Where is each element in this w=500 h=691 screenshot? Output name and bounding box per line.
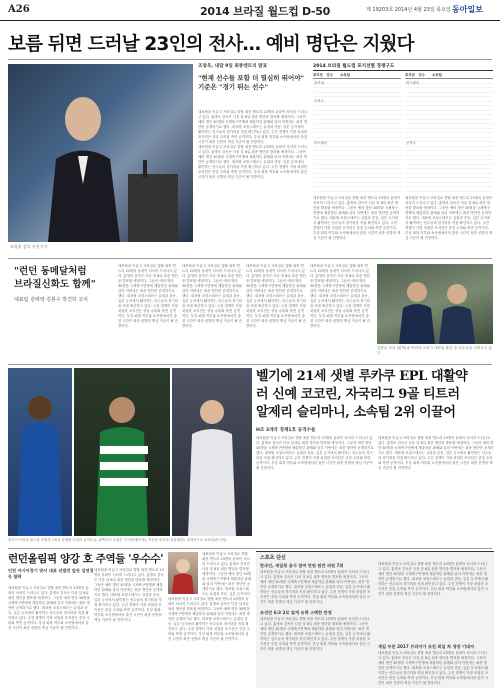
epl-subhead: H조 3개국 경계1호 공격수들 xyxy=(256,428,316,433)
player-lukaku-illustration xyxy=(8,368,72,536)
briefs-title: 스포츠 단신 xyxy=(260,555,286,561)
position-label: 공격수 xyxy=(406,141,416,145)
position-table xyxy=(313,70,493,193)
coach-photo-caption: 조창훈 감독 사진기자 xyxy=(10,244,48,249)
player-photo-lukaku xyxy=(8,368,72,536)
epl-body-1: 대표팀을 이끌고 브라질로 향할 최종 엔트리 23명의 윤곽이 서서히 드러나고 있다. 홍명보 감독은 다음 달 8일 최종 명단을 발표할 예정이다. 그동안 예비 명단 30명을 국제축구연맹에 제출하던 관례와 달리 이번에는 최종 명단만 공개하기로 했다. 대표팀 코칭스태프는 유럽과 중동, 일본 등지에서 활약하는 선수들의 경기력을 직접 확인하고 있다. 주전 경쟁이 가장 치열한 포지션은 중앙 수비와 측면 공격이다. 부상 회복 여부와 소속팀에서의 출전 시간이 최종 선발의 핵심 기준이 될 전망이다. xyxy=(256,436,374,470)
section-rule xyxy=(8,258,492,259)
brief-item-1-body: 대표팀을 이끌고 브라질로 향할 최종 엔트리 23명의 윤곽이 서서히 드러나고 있다. 홍명보 감독은 다음 달 8일 최종 명단을 발표할 예정이다. 그동안 예비 명단 30명을 국제축구연맹에 제출하던 관례와 달리 이번에는 최종 명단만 공개하기로 했다. 대표팀 코칭스태프는 유럽과 중동, 일본 등지에서 활약하는 선수들의 경기력을 직접 확인하고 있다. 주전 경쟁이 가장 치열한 포지션은 중앙 수비와 측면 공격이다. 부상 회복 여부와 소속팀에서의 출전 시간이 최종 선발의 핵심 기준이 될 전망이다. xyxy=(260,570,371,604)
brief-item-1-title: 한국인, 세일링 용사 참여 만원 원반 의원 7위 xyxy=(260,563,344,568)
table-left-rows xyxy=(313,78,401,194)
table-right-rows xyxy=(405,78,493,194)
olympic-body-4: 대표팀을 이끌고 브라질로 향할 최종 엔트리 23명의 윤곽이 서서히 드러나고 있다. 홍명보 감독은 다음 달 8일 최종 명단을 발표할 예정이다. 그동안 예비 명단 30명을 국제축구연맹에 제출하던 관례와 달리 이번에는 최종 명단만 공개하기로 했다. 대표팀 코칭스태프는 유럽과 중동, 일본 등지에서 xyxy=(202,552,252,596)
main-story-subtitle: "현재 선수들 포함 더 열심히 뛰어야" 기준은 "경기 뛰는 선수" xyxy=(198,74,304,91)
brief-item-1-continued: 대표팀을 이끌고 브라질로 향할 최종 엔트리 23명의 윤곽이 서서히 드러나고 있다. 홍명보 감독은 다음 달 8일 최종 명단을 발표할 예정이다. 그동안 예비 명단 30명을 국제축구연맹에 제출하던 관례와 달리 이번에는 최종 명단만 공개하기로 했다. 대표팀 코칭스태프는 유럽과 중동, 일본 등지에서 활약하는 선수들의 경기력을 직접 확인하고 있다. 주전 경쟁이 가장 치열한 포지션은 중앙 수비와 측면 공격이다. 부상 회복 여부와 소속팀에서의 출전 시간이 최종 선발의 핵심 기준이 될 전망이다. xyxy=(378,562,489,596)
side-story-body-2: 대표팀을 이끌고 브라질로 향할 최종 엔트리 23명의 윤곽이 서서히 드러나고 있다. 홍명보 감독은 다음 달 8일 최종 명단을 발표할 예정이다. 그동안 예비 명단 30명을 국제축구연맹에 제출하던 관례와 달리 이번에는 최종 명단만 공개하기로 했다. 대표팀 코칭스태프는 유럽과 중동, 일본 등지에서 활약하는 선수들의 경기력을 직접 확인하고 있다. 주전 경쟁이 가장 치열한 포지션은 중앙 수비와 측면 공격이다. 부상 회복 여부와 소속팀에서의 출전 시간이 최종 선발의 핵심 기준이 될 전망이다. xyxy=(182,264,242,328)
position-label: 수비수 xyxy=(314,99,324,103)
side-story-body-3: 대표팀을 이끌고 브라질로 향할 최종 엔트리 23명의 윤곽이 서서히 드러나고 있다. 홍명보 감독은 다음 달 8일 최종 명단을 발표할 예정이다. 그동안 예비 명단 30명을 국제축구연맹에 제출하던 관례와 달리 이번에는 최종 명단만 공개하기로 했다. 대표팀 코칭스태프는 유럽과 중동, 일본 등지에서 활약하는 선수들의 경기력을 직접 확인하고 있다. 주전 경쟁이 가장 치열한 포지션은 중앙 수비와 측면 공격이다. 부상 회복 여부와 소속팀에서의 출전 시간이 최종 선발의 핵심 기준이 될 전망이다. xyxy=(246,264,306,328)
briefs-box xyxy=(256,551,494,688)
table-title: 2014 브라질 월드컵 포지션별 경쟁구도 xyxy=(313,64,395,69)
olympic-subhead: 인천 아시아경기 맞서 대표 선발전 앞둔 김연경 등 탈락 xyxy=(8,568,94,579)
main-story-body-col2: 대표팀을 이끌고 브라질로 향할 최종 엔트리 23명의 윤곽이 서서히 드러나고 있다. 홍명보 감독은 다음 달 8일 최종 명단을 발표할 예정이다. 그동안 예비 명단 30명을 국제축구연맹에 제출하던 관례와 달리 이번에는 최종 명단만 공개하기로 했다. 대표팀 코칭스태프는 유럽과 중동, 일본 등지에서 활약하는 선수들의 경기력을 직접 확인하고 있다. 주전 경쟁이 가장 치열한 포지션은 중앙 수비와 측면 공격이다. 부상 회복 여부와 소속팀에서의 출전 시간이 최종 선발의 핵심 기준이 될 전망이다. xyxy=(313,196,401,240)
coach-figure-illustration xyxy=(8,64,193,242)
headline-rule xyxy=(8,59,492,60)
epl-headline: 벨기에 21세 샛별 루카쿠 EPL 대활약 러 신예 코코린, 자국리그 9골 티트러 알제리 슬리마니, 소속팀 2위 이끌어 xyxy=(256,369,468,420)
section-title: 2014 브라질 월드컵 D-50 xyxy=(200,5,330,18)
player-photo-kokorin xyxy=(172,368,252,536)
section-rule-3 xyxy=(8,548,492,549)
issue-meta: 제 19203호 2014년 4월 23일 목요일 xyxy=(366,7,451,13)
side-story-body-4: 대표팀을 이끌고 브라질로 향할 최종 엔트리 23명의 윤곽이 서서히 드러나고 있다. 홍명보 감독은 다음 달 8일 최종 명단을 발표할 예정이다. 그동안 예비 명단 30명을 국제축구연맹에 제출하던 관례와 달리 이번에는 최종 명단만 공개하기로 했다. 대표팀 코칭스태프는 유럽과 중동, 일본 등지에서 활약하는 선수들의 경기력을 직접 확인하고 있다. 주전 경쟁이 가장 치열한 포지션은 중앙 수비와 측면 공격이다. 부상 회복 여부와 소속팀에서의 출전 시간이 최종 선발의 핵심 기준이 될 전망이다. xyxy=(310,264,370,328)
epl-photo-caption: 한국이 브라질 월드컵 조별리그에서 상대할 나라의 공격수들. 왼쪽부터 로멜루 루카쿠(벨기에), 이슬람 슬리마니(알제리), 알렉산드르 코코린(러시아). xyxy=(8,538,228,542)
player-kokorin-illustration xyxy=(172,368,252,536)
main-story-body-col3: 대표팀을 이끌고 브라질로 향할 최종 엔트리 23명의 윤곽이 서서히 드러나고 있다. 홍명보 감독은 다음 달 8일 최종 명단을 발표할 예정이다. 그동안 예비 명단 30명을 국제축구연맹에 제출하던 관례와 달리 이번에는 최종 명단만 공개하기로 했다. 대표팀 코칭스태프는 유럽과 중동, 일본 등지에서 활약하는 선수들의 경기력을 직접 확인하고 있다. 주전 경쟁이 가장 치열한 포지션은 중앙 수비와 측면 공격이다. 부상 회복 여부와 소속팀에서의 출전 시간이 최종 선발의 핵심 기준이 될 전망이다. xyxy=(405,196,493,240)
page-number: A26 xyxy=(8,4,30,15)
olympic-headline: 런던올림픽 양강 호 주역들 '우수수' xyxy=(8,553,164,565)
table-right-header: 포지션 선수 소속팀 xyxy=(405,73,442,77)
position-label: 미드필더 xyxy=(406,81,420,85)
brief-item-3-title: 세일 부문 2017 브리어가 조진 최일 차 생장 기대자 xyxy=(378,644,475,649)
position-label: 골키퍼 xyxy=(314,81,324,85)
main-story-byline: 조창욱, 내달 9일 최종엔트리 발표 xyxy=(198,64,268,69)
olympic-body-2: 대표팀을 이끌고 브라질로 향할 최종 엔트리 23명의 윤곽이 서서히 드러나고 있다. 홍명보 감독은 다음 달 8일 최종 명단을 발표할 예정이다. 그동안 예비 명단 30명을 국제축구연맹에 제출하던 관례와 달리 이번에는 최종 명단만 공개하기로 했다. 대표팀 코칭스태프는 유럽과 중동, 일본 등지에서 활약하는 선수들의 경기력을 직접 확인하고 있다. 주전 경쟁이 가장 치열한 포지션은 중앙 수비와 측면 공격이다. 부상 회복 여부와 소속팀에서의 출전 시간이 최종 선발의 핵심 기준이 될 전망이다. xyxy=(94,568,164,622)
olympic-body-1: 대표팀을 이끌고 브라질로 향할 최종 엔트리 23명의 윤곽이 서서히 드러나고 있다. 홍명보 감독은 다음 달 8일 최종 명단을 발표할 예정이다. 그동안 예비 명단 30명을 국제축구연맹에 제출하던 관례와 달리 이번에는 최종 명단만 공개하기로 했다. 대표팀 코칭스태프는 유럽과 중동, 일본 등지에서 활약하는 선수들의 경기력을 직접 확인하고 있다. 주전 경쟁이 가장 치열한 포지션은 중앙 수비와 측면 공격이다. 부상 회복 여부와 소속팀에서의 출전 시간이 최종 선발의 핵심 기준이 될 전망이다. xyxy=(8,586,90,630)
player-photo-slimani xyxy=(74,368,170,536)
side-story-headline: "런던 동메달처럼 브라질신화도 합께" xyxy=(14,266,96,290)
player-slimani-illustration xyxy=(74,368,170,536)
brief-item-2-title: 조성민 6:3 2로 알개 유력 스맥한 반영 xyxy=(260,610,332,615)
coach-photo xyxy=(8,64,193,242)
coaches-photo-caption: 김봉수 코치 (왼쪽)과 박건하 코치가 대표팀 훈련 중 선수들을 지켜보고 있다 xyxy=(377,346,492,355)
main-headline: 보름 뒤면 드러날 23인의 전사… 예비 명단은 지웠다 xyxy=(8,34,414,55)
section-rule-2 xyxy=(8,364,492,365)
epl-body-2: 대표팀을 이끌고 브라질로 향할 최종 엔트리 23명의 윤곽이 서서히 드러나고 있다. 홍명보 감독은 다음 달 8일 최종 명단을 발표할 예정이다. 그동안 예비 명단 30명을 국제축구연맹에 제출하던 관례와 달리 이번에는 최종 명단만 공개하기로 했다. 대표팀 코칭스태프는 유럽과 중동, 일본 등지에서 활약하는 선수들의 경기력을 직접 확인하고 있다. 주전 경쟁이 가장 치열한 포지션은 중앙 수비와 측면 공격이다. 부상 회복 여부와 소속팀에서의 출전 시간이 최종 선발의 핵심 기준이 될 전망이다. xyxy=(378,436,494,470)
table-left-header: 포지션 선수 소속팀 xyxy=(313,73,350,77)
coaches-illustration xyxy=(377,264,493,344)
side-story-subhead: 대표팀 김태영·김봉수 박건하 코치 xyxy=(14,297,88,303)
athlete-illustration xyxy=(168,552,198,594)
brief-item-2-body: 대표팀을 이끌고 브라질로 향할 최종 엔트리 23명의 윤곽이 서서히 드러나고 있다. 홍명보 감독은 다음 달 8일 최종 명단을 발표할 예정이다. 그동안 예비 명단 30명을 국제축구연맹에 제출하던 관례와 달리 이번에는 최종 명단만 공개하기로 했다. 대표팀 코칭스태프는 유럽과 중동, 일본 등지에서 활약하는 선수들의 경기력을 직접 확인하고 있다. 주전 경쟁이 가장 치열한 포지션은 중앙 수비와 측면 공격이다. 부상 회복 여부와 소속팀에서의 출전 시간이 최종 선발의 핵심 기준이 될 전망이다. xyxy=(260,617,371,651)
main-story-body: 대표팀을 이끌고 브라질로 향할 최종 엔트리 23명의 윤곽이 서서히 드러나고 있다. 홍명보 감독은 다음 달 8일 최종 명단을 발표할 예정이다. 그동안 예비 명단 30명을 국제축구연맹에 제출하던 관례와 달리 이번에는 최종 명단만 공개하기로 했다. 대표팀 코칭스태프는 유럽과 중동, 일본 등지에서 활약하는 선수들의 경기력을 직접 확인하고 있다. 주전 경쟁이 가장 치열한 포지션은 중앙 수비와 측면 공격이다. 부상 회복 여부와 소속팀에서의 출전 시간이 최종 선발의 핵심 기준이 될 전망이다. 대표팀을 이끌고 브라질로 향할 최종 엔트리 23명의 윤곽이 서서히 드러나고 있다. 홍명보 감독은 다음 달 8일 최종 명단을 발표할 예정이다. 그동안 예비 명단 30명을 국제축구연맹에 제출하던 관례와 달리 이번에는 최종 명단만 공개하기로 했다. 대표팀 코칭스태프는 유럽과 중동, 일본 등지에서 활약하는 선수들의 경기력을 직접 확인하고 있다. 주전 경쟁이 가장 치열한 포지션은 중앙 수비와 측면 공격이다. 부상 회복 여부와 소속팀에서의 출전 시간이 최종 선발의 핵심 기준이 될 전망이다. xyxy=(198,110,308,179)
coaches-photo xyxy=(377,264,493,344)
brief-item-3-body: 대표팀을 이끌고 브라질로 향할 최종 엔트리 23명의 윤곽이 서서히 드러나고 있다. 홍명보 감독은 다음 달 8일 최종 명단을 발표할 예정이다. 그동안 예비 명단 30명을 국제축구연맹에 제출하던 관례와 달리 이번에는 최종 명단만 공개하기로 했다. 대표팀 코칭스태프는 유럽과 중동, 일본 등지에서 활약하는 선수들의 경기력을 직접 확인하고 있다. 주전 경쟁이 가장 치열한 포지션은 중앙 수비와 측면 공격이다. 부상 회복 여부와 소속팀에서의 출전 시간이 최종 선발의 핵심 기준이 될 전망이다. xyxy=(378,651,489,685)
athlete-photo xyxy=(168,552,198,594)
newspaper-logo: 동아일보 xyxy=(452,4,483,14)
side-story-body-1: 대표팀을 이끌고 브라질로 향할 최종 엔트리 23명의 윤곽이 서서히 드러나고 있다. 홍명보 감독은 다음 달 8일 최종 명단을 발표할 예정이다. 그동안 예비 명단 30명을 국제축구연맹에 제출하던 관례와 달리 이번에는 최종 명단만 공개하기로 했다. 대표팀 코칭스태프는 유럽과 중동, 일본 등지에서 활약하는 선수들의 경기력을 직접 확인하고 있다. 주전 경쟁이 가장 치열한 포지션은 중앙 수비와 측면 공격이다. 부상 회복 여부와 소속팀에서의 출전 시간이 최종 선발의 핵심 기준이 될 전망이다. xyxy=(118,264,178,328)
olympic-body-3: 대표팀을 이끌고 브라질로 향할 최종 엔트리 23명의 윤곽이 서서히 드러나고 있다. 홍명보 감독은 다음 달 8일 최종 명단을 발표할 예정이다. 그동안 예비 명단 30명을 국제축구연맹에 제출하던 관례와 달리 이번에는 최종 명단만 공개하기로 했다. 대표팀 코칭스태프는 유럽과 중동, 일본 등지에서 활약하는 선수들의 경기력을 직접 확인하고 있다. 주전 경쟁이 가장 치열한 포지션은 중앙 수비와 측면 공격이다. 부상 회복 여부와 소속팀에서의 출전 시간이 최종 선발의 핵심 기준이 될 전망이다. xyxy=(168,597,250,641)
page-header xyxy=(0,0,500,21)
position-label: 미드필더 xyxy=(314,141,328,145)
